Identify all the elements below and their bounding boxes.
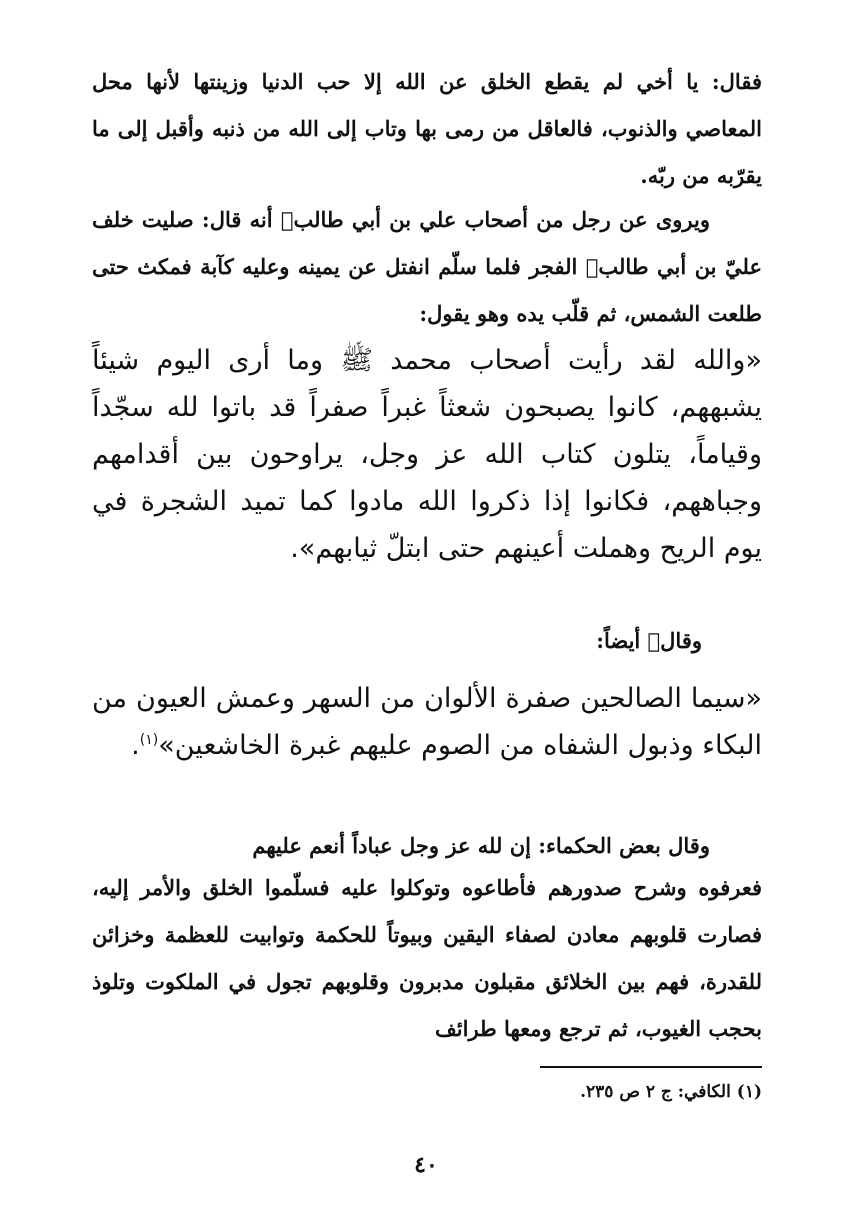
quote-2-end: . <box>131 730 140 761</box>
paragraph-2: ويروى عن رجل من أصحاب علي بن أبي طالب﷣ أنه قال: صليت خلف عليّ بن أبي طالب﷣ الفجر فلما سلّم انفتل عن يمينه وعليه كآبة فمكث حتى طلعت الشمس، ثم قلّب يده وهو يقول: <box>92 207 762 326</box>
paragraph-1: فقال: يا أخي لم يقطع الخلق عن الله إلا حب الدنيا وزينتها لأنها محل المعاصي والذنوب، فالعاقل من رمى بها وتاب إلى الله من ذنبه وأقبل إلى ما يقرّبه من ربّه. <box>92 69 762 188</box>
footnote-reference[interactable]: (١) <box>139 732 159 748</box>
paragraph-3: وقال﷣ أيضاً: <box>596 628 702 653</box>
quote-1: «والله لقد رأيت أصحاب محمد ﷺ وما أرى اليوم شيئاً يشبههم، كانوا يصبحون شعثاً غبراً صفراً قد باتوا لله سجّداً وقياماً، يتلون كتاب الله عز وجل، يراوحون بين أقدامهم وجباههم، فكانوا إذا ذكروا الله مادوا كما تميد الشجرة في يوم الريح وهملت أعينهم حتى ابتلّ ثيابهم». <box>92 345 762 564</box>
footnote-divider <box>540 1066 762 1068</box>
quote-2-text: «سيما الصالحين صفرة الألوان من السهر وعمش العيون من البكاء وذبول الشفاه من الصوم عليهم غبرة الخاشعين» <box>92 683 762 761</box>
paragraph-4: فعرفوه وشرح صدورهم فأطاعوه وتوكلوا عليه فسلّموا الخلق والأمر إليه، فصارت قلوبهم معادن لصفاء اليقين وبيوتاً للحكمة وتوابيت للعظمة وخزائن للقدرة، فهم بين الخلائق مقبلون مدبرون وقلوبهم تجول في الملكوت وتلوذ بحجب الغيوب، ثم ترجع ومعها طرائف <box>92 875 762 1041</box>
footnote: (١) الكافي: ج ٢ ص ٢٣٥. <box>580 1082 762 1102</box>
quote-2 <box>92 675 762 769</box>
paragraph-4-first-line: وقال بعض الحكماء: إن لله عز وجل عباداً أنعم عليهم <box>252 833 710 858</box>
page-number: ٤٠ <box>414 1152 438 1178</box>
